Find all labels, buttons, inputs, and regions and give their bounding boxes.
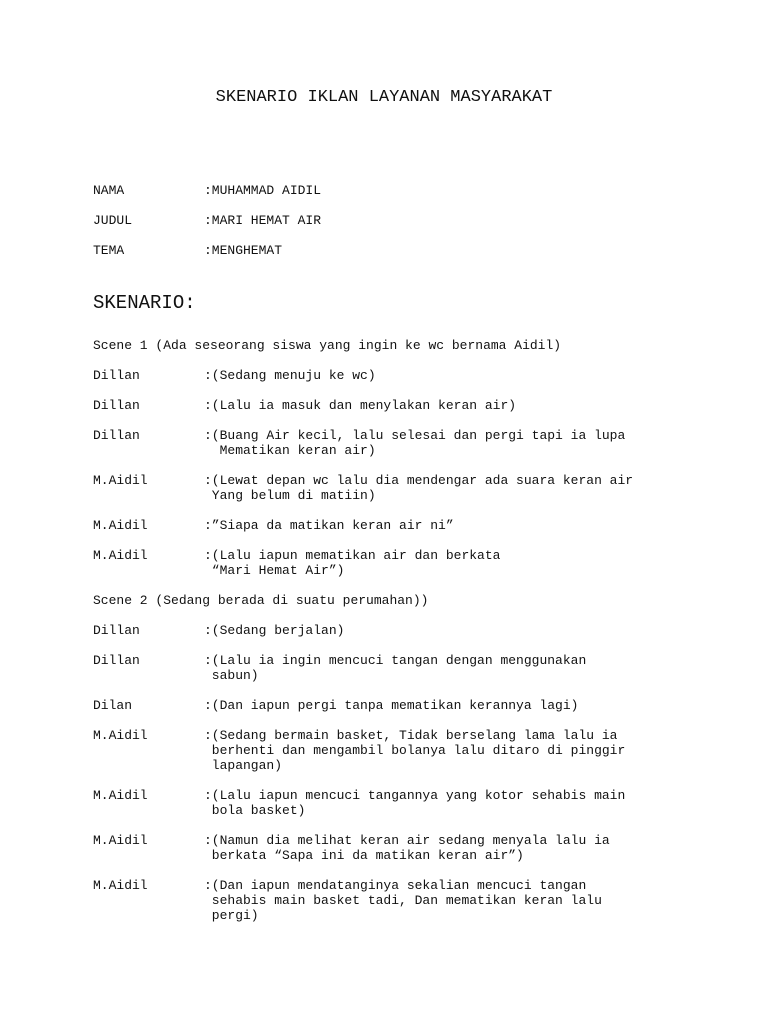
- script-line: [93, 518, 753, 533]
- speaker-name: Dillan: [93, 653, 140, 668]
- script-line: [93, 368, 753, 383]
- script-line: [93, 833, 753, 863]
- scene-heading: Scene 1 (Ada seseorang siswa yang ingin ke wc bernama Aidil): [93, 338, 562, 353]
- line-text: :(Lalu iapun mencuci tangannya yang kotor sehabis main bola basket): [204, 788, 626, 818]
- line-text: :(Lalu ia masuk dan menylakan keran air): [204, 398, 517, 413]
- line-text: :(Lewat depan wc lalu dia mendengar ada suara keran air Yang belum di matiin): [204, 473, 634, 503]
- script-line: [93, 623, 753, 638]
- metadata-block: [93, 183, 321, 273]
- line-text: :(Buang Air kecil, lalu selesai dan pergi tapi ia lupa Mematikan keran air): [204, 428, 626, 458]
- section-heading: SKENARIO:: [93, 292, 196, 314]
- line-text: :(Dan iapun mendatanginya sekalian mencuci tangan sehabis main basket tadi, Dan mematikan keran lalu pergi): [204, 878, 602, 923]
- script-line: [93, 473, 753, 503]
- script-body: [93, 338, 753, 938]
- speaker-name: Dillan: [93, 623, 140, 638]
- speaker-name: Dilan: [93, 698, 133, 713]
- speaker-name: M.Aidil: [93, 833, 148, 848]
- speaker-name: M.Aidil: [93, 788, 148, 803]
- meta-label: JUDUL: [93, 213, 133, 228]
- script-line: [93, 428, 753, 458]
- meta-value: :MENGHEMAT: [204, 243, 283, 258]
- speaker-name: M.Aidil: [93, 473, 148, 488]
- meta-value: :MARI HEMAT AIR: [204, 213, 322, 228]
- meta-row-nama: [93, 183, 321, 198]
- speaker-name: Dillan: [93, 428, 140, 443]
- speaker-name: Dillan: [93, 368, 140, 383]
- line-text: :(Dan iapun pergi tanpa mematikan kerannya lagi): [204, 698, 579, 713]
- speaker-name: Dillan: [93, 398, 140, 413]
- line-text: :”Siapa da matikan keran air ni”: [204, 518, 454, 533]
- document-title: SKENARIO IKLAN LAYANAN MASYARAKAT: [215, 88, 553, 107]
- line-text: :(Sedang berjalan): [204, 623, 345, 638]
- meta-label: NAMA: [93, 183, 125, 198]
- speaker-name: M.Aidil: [93, 518, 148, 533]
- meta-value: :MUHAMMAD AIDIL: [204, 183, 322, 198]
- meta-label: TEMA: [93, 243, 125, 258]
- script-line: [93, 788, 753, 818]
- meta-row-tema: [93, 243, 321, 258]
- line-text: :(Lalu iapun mematikan air dan berkata “Mari Hemat Air”): [204, 548, 501, 578]
- speaker-name: M.Aidil: [93, 878, 148, 893]
- script-line: [93, 698, 753, 713]
- scene-heading: Scene 2 (Sedang berada di suatu perumahan)): [93, 593, 429, 608]
- line-text: :(Sedang bermain basket, Tidak berselang lama lalu ia berhenti dan mengambil bolanya lalu ditaro di pinggir lapangan): [204, 728, 626, 773]
- line-text: :(Lalu ia ingin mencuci tangan dengan menggunakan sabun): [204, 653, 587, 683]
- line-text: :(Namun dia melihat keran air sedang menyala lalu ia berkata “Sapa ini da matikan keran air”): [204, 833, 610, 863]
- script-line: [93, 878, 753, 923]
- script-line: [93, 653, 753, 683]
- script-line: [93, 398, 753, 413]
- script-line: [93, 728, 753, 773]
- line-text: :(Sedang menuju ke wc): [204, 368, 376, 383]
- speaker-name: M.Aidil: [93, 548, 148, 563]
- script-line: [93, 548, 753, 578]
- meta-row-judul: [93, 213, 321, 228]
- speaker-name: M.Aidil: [93, 728, 148, 743]
